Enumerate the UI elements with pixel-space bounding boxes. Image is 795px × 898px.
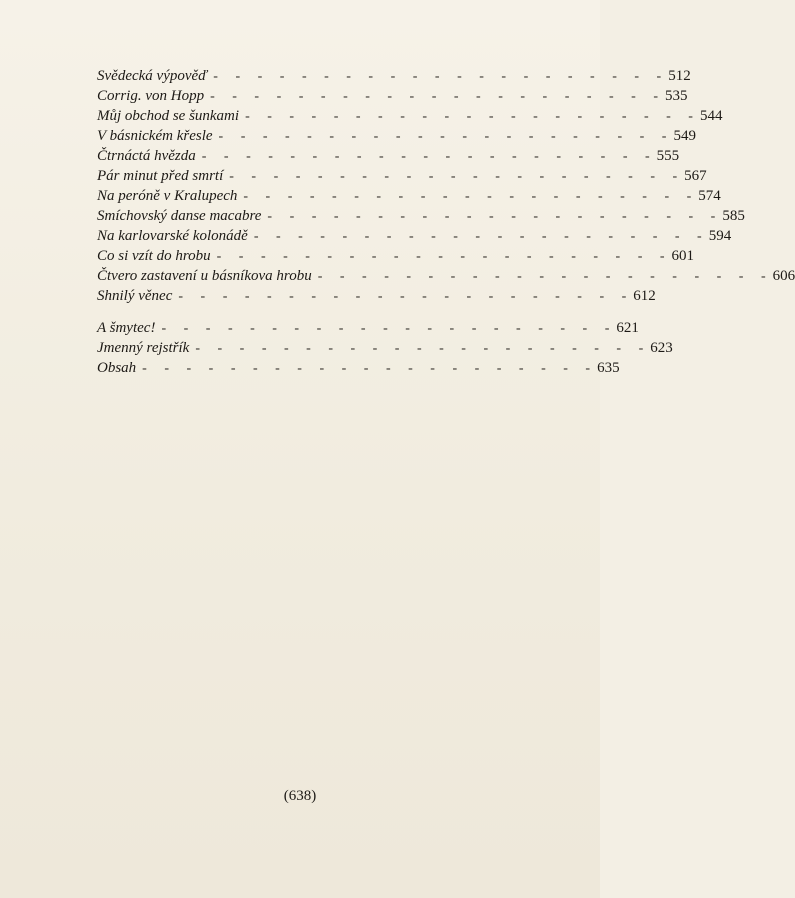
toc-entry-page: 574: [698, 188, 721, 204]
toc-entry-title: Corrig. von Hopp: [97, 88, 205, 104]
toc-entry-page: 635: [597, 360, 620, 376]
dot-leader: - - - - - - - - - - - - - - - - - - - - -: [253, 229, 709, 244]
toc-entry: [97, 358, 620, 378]
toc-entry-title: Co si vzít do hrobu: [97, 248, 211, 264]
dot-leader: - - - - - - - - - - - - - - - - - - - - -: [267, 209, 723, 224]
toc-entry-title: Čtrnáctá hvězda: [97, 148, 196, 164]
toc-entry: [97, 318, 639, 338]
toc-entry-title: Na karlovarské kolonádě: [97, 228, 248, 244]
dot-leader: - - - - - - - - - - - - - - - - - - - - -: [216, 249, 672, 264]
toc-entry-page: 549: [673, 128, 696, 144]
toc-entry: [97, 338, 673, 358]
toc-entry-page: 512: [668, 68, 691, 84]
toc-entry-page: 606: [772, 268, 795, 284]
page-number-open-paren: (: [283, 788, 289, 804]
dot-leader: - - - - - - - - - - - - - - - - - - - - -: [213, 69, 669, 84]
toc-entry: [97, 66, 691, 86]
toc-entry-title: Obsah: [97, 360, 137, 376]
dot-leader: - - - - - - - - - - - - - - - - - - - - -: [210, 89, 665, 104]
toc-entry: [97, 126, 696, 146]
toc-entry: [97, 166, 707, 186]
dot-leader: - - - - - - - - - - - - - - - - - - - - -: [178, 289, 634, 304]
toc-entry-title: Jmenný rejstřík: [97, 340, 190, 356]
page-footer: [0, 788, 600, 805]
toc-entry-page: 594: [708, 228, 732, 244]
page-number-close-paren: ): [311, 788, 317, 804]
toc-entry-title: Můj obchod se šunkami: [97, 108, 240, 124]
table-of-contents: [97, 66, 795, 378]
toc-entry: [97, 266, 795, 286]
toc-entry: [97, 106, 723, 126]
toc-entry-page: 621: [616, 320, 639, 336]
toc-entry: [97, 226, 732, 246]
toc-entry-title: Shnilý věnec: [97, 288, 173, 304]
toc-entry-page: 544: [699, 108, 723, 124]
toc-entry: [97, 286, 656, 306]
toc-group-1: [97, 66, 795, 306]
toc-entry-title: Svědecká výpověď: [97, 68, 208, 84]
toc-entry-page: 601: [671, 248, 695, 264]
dot-leader: - - - - - - - - - - - - - - - - - - - - -: [218, 129, 674, 144]
toc-entry-title: Na peróně v Kralupech: [97, 188, 238, 204]
dot-leader: - - - - - - - - - - - - - - - - - - - - -: [201, 149, 657, 164]
section-gap: [97, 306, 517, 318]
dot-leader: - - - - - - - - - - - - - - - - - - - - -: [195, 341, 651, 356]
toc-entry-page: 555: [656, 148, 680, 164]
toc-entry-title: V básnickém křesle: [97, 128, 213, 144]
toc-entry: [97, 186, 721, 206]
toc-entry-title: Čtvero zastavení u básníkova hrobu: [97, 268, 312, 284]
dot-leader: - - - - - - - - - - - - - - - - - - - - -: [161, 321, 617, 336]
toc-entry-page: 567: [684, 168, 707, 184]
toc-group-2: [97, 318, 673, 378]
toc-entry-page: 612: [633, 288, 656, 304]
dot-leader: - - - - - - - - - - - - - - - - - - - - -: [245, 109, 700, 124]
dot-leader: - - - - - - - - - - - - - - - - - - - - -: [229, 169, 685, 184]
page-number: 638: [288, 788, 312, 804]
toc-entry: [97, 86, 688, 106]
toc-entry-page: 535: [665, 88, 688, 104]
dot-leader: - - - - - - - - - - - - - - - - - - - - -: [142, 361, 598, 376]
toc-entry: [97, 246, 695, 266]
dot-leader: - - - - - - - - - - - - - - - - - - - - -: [317, 269, 773, 284]
dot-leader: - - - - - - - - - - - - - - - - - - - - -: [243, 189, 699, 204]
toc-entry: [97, 146, 680, 166]
toc-entry: [97, 206, 745, 226]
toc-entry-title: Pár minut před smrtí: [97, 168, 224, 184]
toc-entry-title: A šmytec!: [97, 320, 156, 336]
toc-entry-title: Smíchovský danse macabre: [97, 208, 262, 224]
toc-entry-page: 585: [722, 208, 745, 224]
toc-entry-page: 623: [650, 340, 673, 356]
